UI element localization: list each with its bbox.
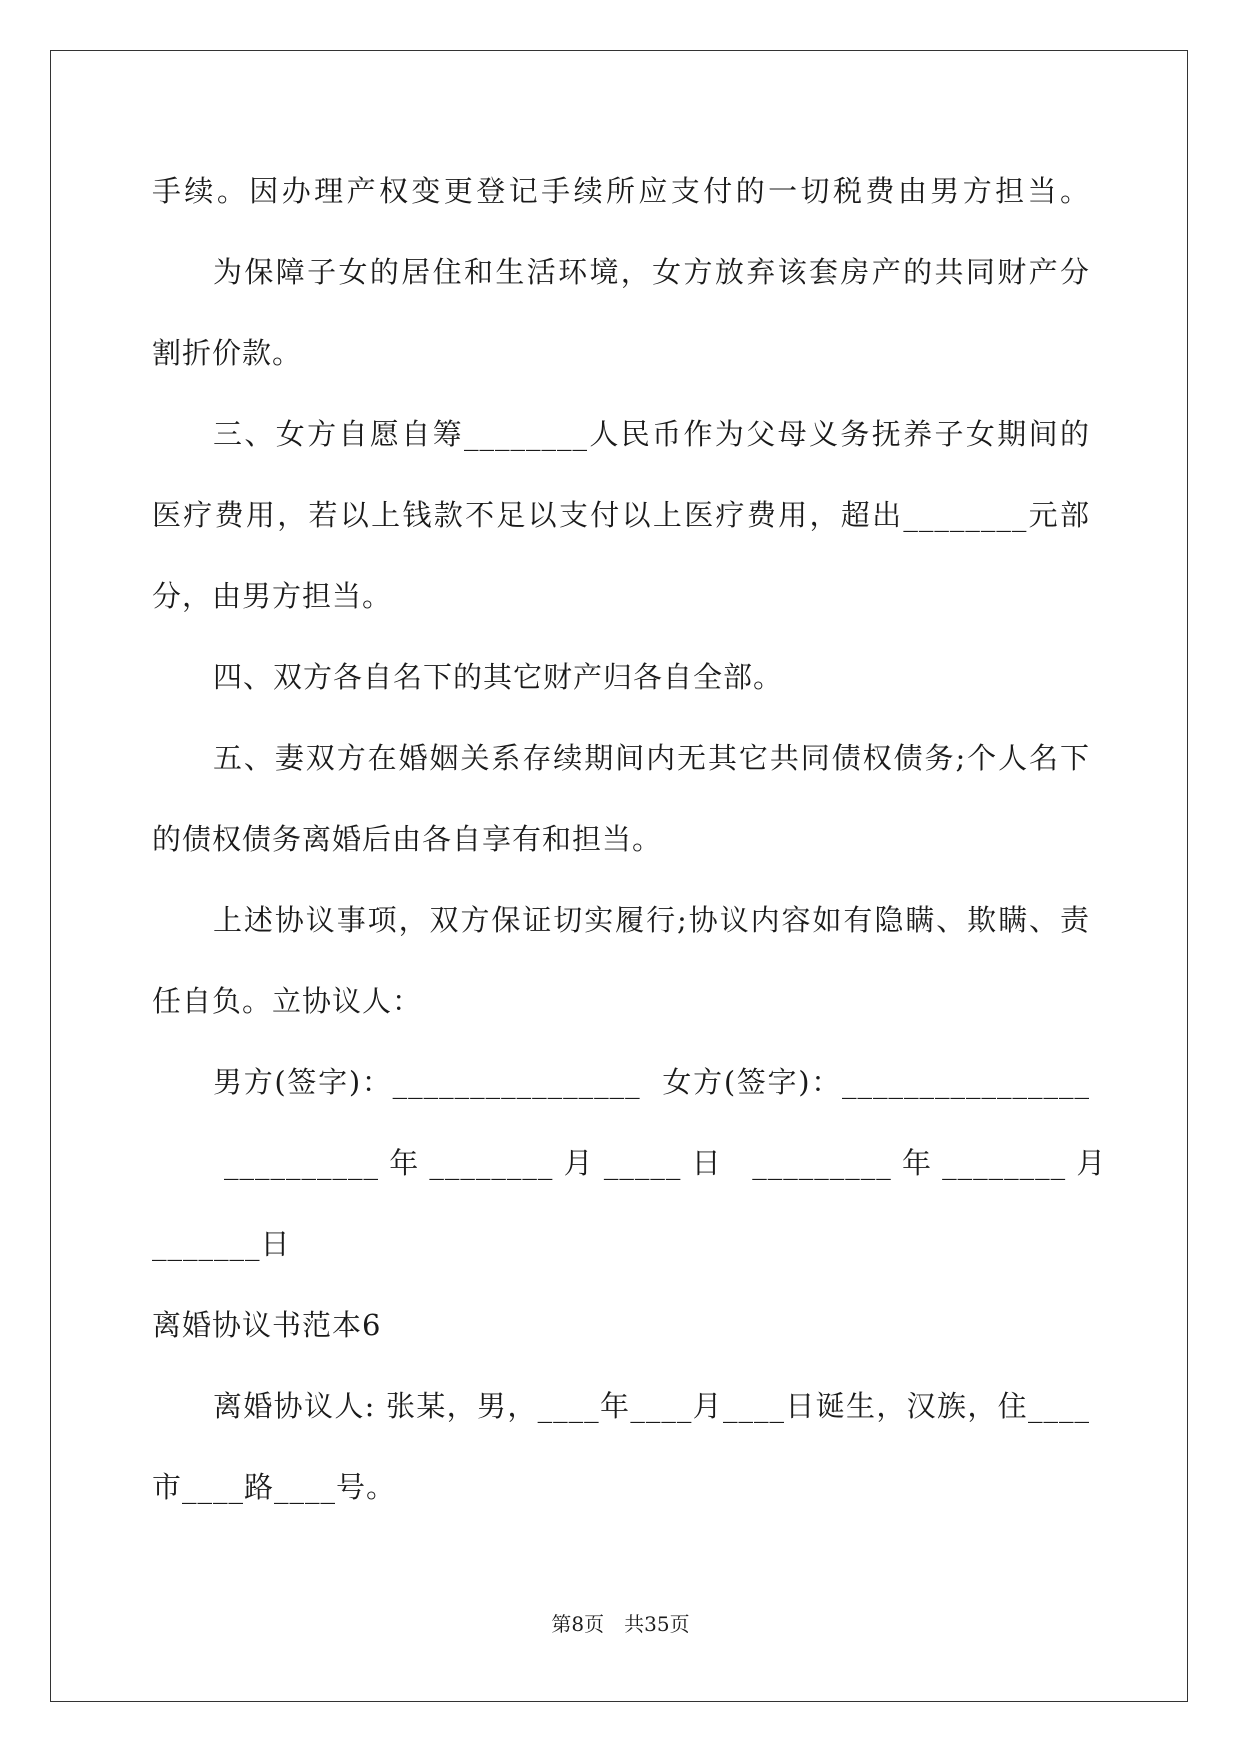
body-line-6: 分，由男方担当。: [152, 579, 393, 613]
body-line-8: 五、妻双方在婚姻关系存续期间内无其它共同债权债务;个人名下: [213, 741, 1090, 775]
body-line-1: 手续。因办理产权变更登记手续所应支付的一切税费由男方担当。: [152, 174, 1090, 208]
body-line-16: 离婚协议人: 张某，男，____年____月____日诞生，汉族，住____: [213, 1389, 1090, 1423]
body-line-10: 上述协议事项，双方保证切实履行;协议内容如有隐瞒、欺瞒、责: [213, 903, 1090, 937]
body-line-9: 的债权债务离婚后由各自享有和担当。: [152, 822, 663, 856]
page-number-footer: 第8页 共35页: [551, 1612, 690, 1636]
body-line-17: 市____路____号。: [152, 1470, 397, 1504]
body-line-4: 三、女方自愿自筹________人民币作为父母义务抚养子女期间的: [213, 417, 1090, 451]
body-line-5: 医疗费用，若以上钱款不足以支付以上医疗费用，超出________元部: [152, 498, 1090, 532]
page-frame: [50, 50, 1188, 1702]
body-line-11: 任自负。立协议人：: [152, 984, 423, 1018]
body-line-3: 割折价款。: [152, 336, 303, 370]
date-line-continued: _______日: [152, 1227, 291, 1261]
section-heading: 离婚协议书范本6: [152, 1308, 382, 1342]
signature-line: 男方(签字)：________________ 女方(签字)：________________: [213, 1065, 1090, 1099]
date-line: __________ 年 ________ 月 _____ 日 _________ 年 ________ 月: [224, 1146, 1107, 1180]
body-line-7: 四、双方各自名下的其它财产归各自全部。: [213, 660, 784, 694]
body-line-2: 为保障子女的居住和生活环境，女方放弃该套房产的共同财产分: [213, 255, 1090, 289]
